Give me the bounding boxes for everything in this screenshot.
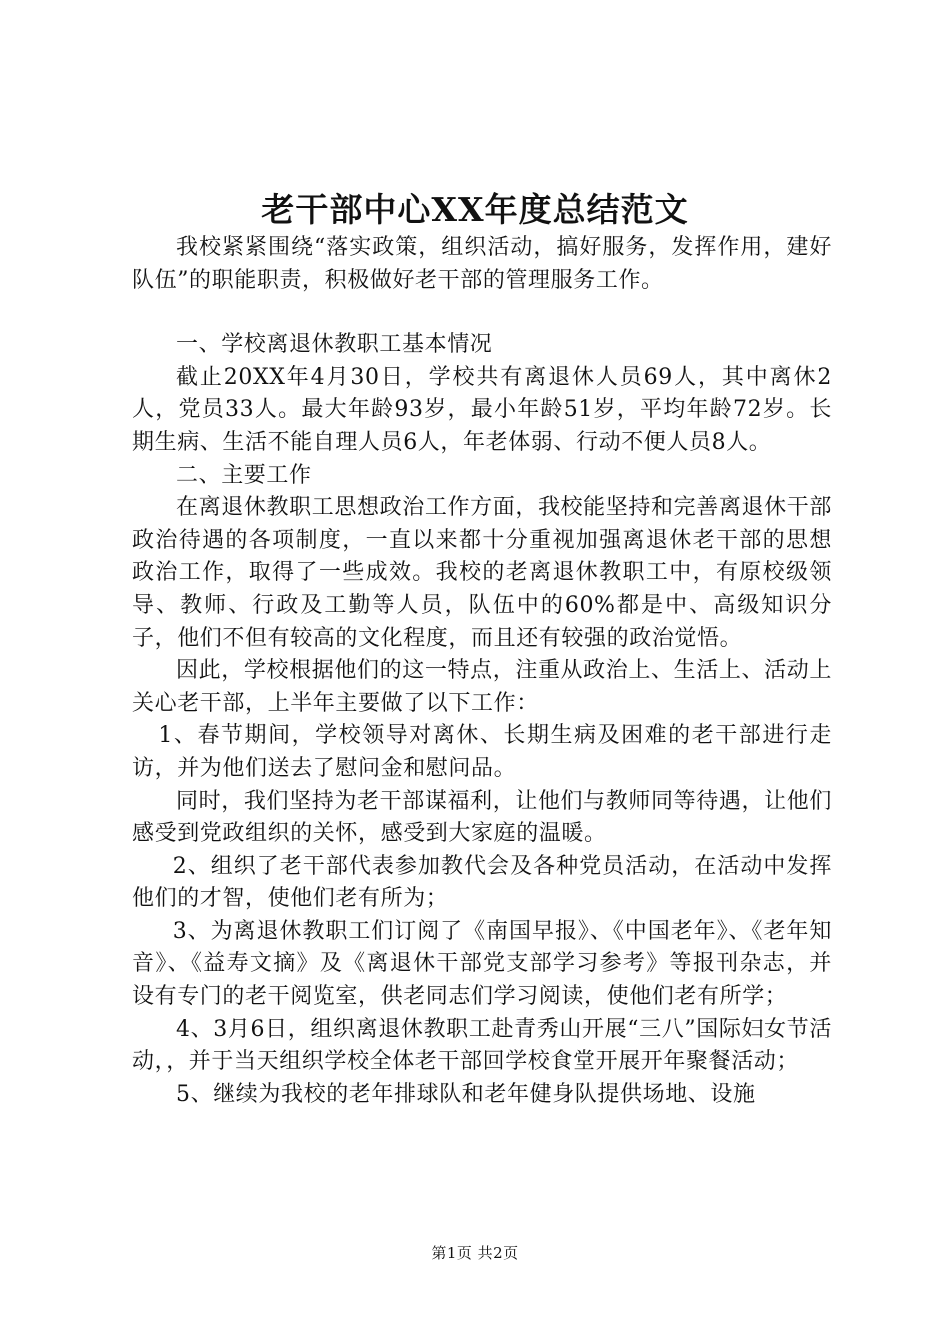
section-heading-main-work: 二、主要工作 [176,462,312,488]
paragraph-political-work: 在离退休教职工思想政治工作方面，我校能坚持和完善离退休干部政治待遇的各项制度，一直以来都十分重视加强离退休老干部的思想政治工作，取得了一些成效。我校的老离退休教职工中，有原校级领导、教师、行政及工勤等人员，队伍中的60%都是中、高级知识分子，他们不但有较高的文化程度，而且还有较强的政治觉悟。 [132,495,832,651]
paragraph-welfare: 同时，我们坚持为老干部谋福利，让他们与教师同等待遇，让他们感受到党政组织的关怀，感受到大家庭的温暖。 [132,788,832,847]
list-item-4: 4、3月6日，组织离退休教职工赴青秀山开展“三八”国际妇女节活动，，并于当天组织学校全体老干部回学校食堂开展开年聚餐活动； [132,1016,832,1075]
list-item-2: 2、组织了老干部代表参加教代会及各种党员活动，在活动中发挥他们的才智，使他们老有所为； [132,853,832,912]
document-body [132,232,832,1111]
paragraph-therefore: 因此，学校根据他们的这一特点，注重从政治上、生活上、活动上关心老干部，上半年主要做了以下工作： [132,658,832,716]
section-heading-basic-info: 一、学校离退休教职工基本情况 [176,332,493,358]
paragraph-intro: 我校紧紧围绕“落实政策，组织活动，搞好服务，发挥作用，建好队伍”的职能职责，积极做好老干部的管理服务工作。 [132,235,832,293]
list-item-3: 3、为离退休教职工们订阅了《南国早报》、《中国老年》、《老年知音》、《益寿文摘》及《离退休干部党支部学习参考》等报刊杂志，并设有专门的老干阅览室，供老同志们学习阅读，使他们老有所学； [132,918,832,1010]
page-number-footer: 第1页 共2页 [431,1244,519,1262]
document-title: 老干部中心XX年度总结范文 [261,190,689,229]
list-item-1: 1、春节期间，学校领导对离休、长期生病及困难的老干部进行走访，并为他们送去了慰问金和慰问品。 [132,723,832,781]
list-item-5: 5、继续为我校的老年排球队和老年健身队提供场地、设施 [176,1081,756,1107]
paragraph-basic-info: 截止20XX年4月30日，学校共有离退休人员69人，其中离休2人，党员33人。最大年龄93岁，最小年龄51岁，平均年龄72岁。长期生病、生活不能自理人员6人，年老体弱、行动不便人员8人。 [132,364,832,455]
